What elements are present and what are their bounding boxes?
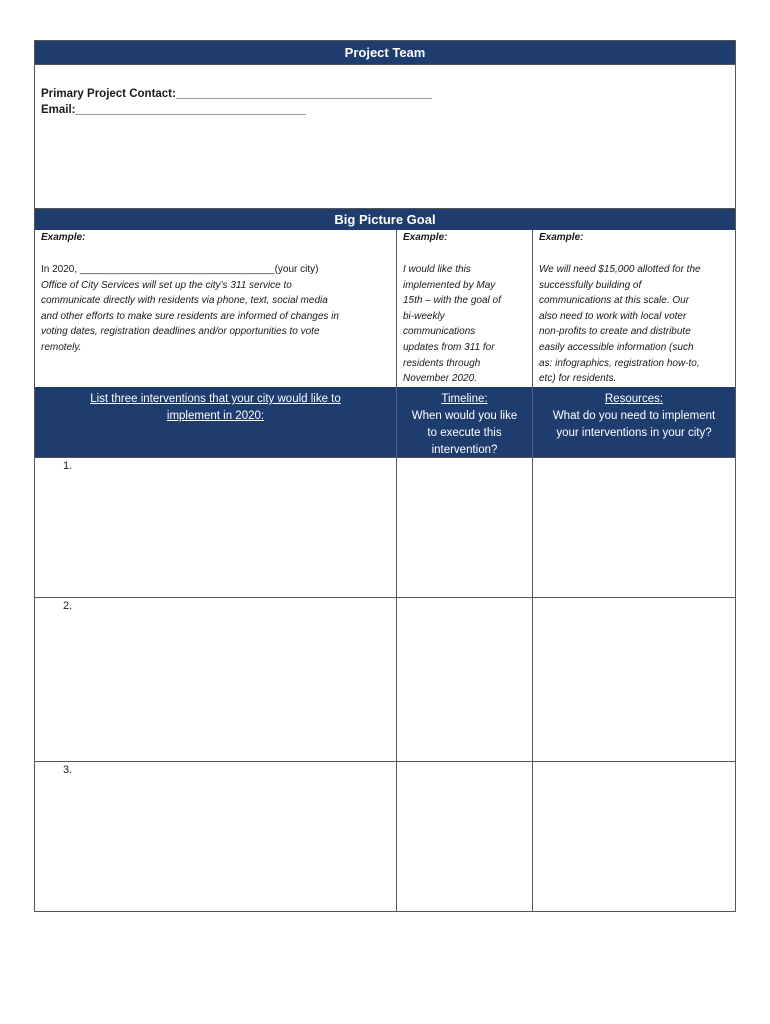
- timeline-1-cell[interactable]: [397, 458, 532, 597]
- resources-3-cell[interactable]: [533, 762, 735, 911]
- project-team-header: Project Team: [35, 41, 735, 65]
- resources-subtitle-line: your interventions in your city?: [556, 427, 712, 439]
- intervention-3-cell[interactable]: [35, 762, 396, 911]
- example-2-line: bi-weekly: [403, 310, 445, 322]
- resources-column-header: [533, 391, 735, 442]
- resources-1-cell[interactable]: [533, 458, 735, 597]
- example-2-line: I would like this: [403, 264, 471, 275]
- example-2-line: November 2020.: [403, 373, 477, 385]
- example-3-line: as: infographics, registration how-to,: [539, 357, 700, 369]
- resources-title: Resources:: [604, 393, 664, 405]
- example-3-line: etc) for residents.: [539, 373, 617, 385]
- intervention-row-number: 1.: [63, 460, 73, 472]
- header-divider-2: [532, 387, 533, 457]
- intervention-1-cell[interactable]: [35, 458, 396, 597]
- timeline-3-cell[interactable]: [397, 762, 532, 911]
- example-label-2: Example:: [403, 232, 448, 243]
- intervention-row-number: 2.: [63, 600, 73, 612]
- interventions-header-line: implement in 2020:: [166, 410, 265, 422]
- big-picture-goal-header: Big Picture Goal: [35, 208, 735, 230]
- example-1-line: In 2020, ___________________________________(your city): [41, 264, 319, 275]
- example-3-line: also need to work with local voter: [539, 310, 687, 322]
- primary-contact-line[interactable]: Primary Project Contact:________________________________________: [41, 88, 432, 100]
- example-text-1: [41, 262, 339, 356]
- intervention-2-cell[interactable]: [35, 598, 396, 761]
- example-3-line: communications at this scale. Our: [539, 295, 690, 307]
- example-2-line: updates from 311 for: [403, 341, 495, 353]
- example-3-line: We will need $15,000 allotted for the: [539, 264, 701, 275]
- example-label-1: Example:: [41, 232, 86, 243]
- intervention-row-number: 3.: [63, 764, 73, 776]
- timeline-2-cell[interactable]: [397, 598, 532, 761]
- example-3-line: easily accessible information (such: [539, 341, 694, 353]
- example-2-line: communications: [403, 326, 476, 338]
- resources-2-cell[interactable]: [533, 598, 735, 761]
- example-1-line: voting dates, registration deadlines and/or opportunities to vote: [41, 326, 320, 338]
- header-divider-1: [396, 387, 397, 457]
- timeline-subtitle-line: intervention?: [431, 444, 498, 456]
- example-3-line: successfully building of: [539, 279, 642, 291]
- email-line[interactable]: Email:____________________________________: [41, 104, 306, 116]
- example-1-line: and other efforts to make sure residents are informed of changes in: [41, 310, 339, 322]
- example-3-line: non-profits to create and distribute: [539, 326, 691, 338]
- interventions-header-line: List three interventions that your city would like to: [90, 393, 341, 405]
- timeline-subtitle-line: to execute this: [427, 427, 502, 439]
- example-2-line: residents through: [403, 357, 481, 369]
- timeline-title: Timeline:: [441, 393, 488, 405]
- example-1-line: communicate directly with residents via phone, text, social media: [41, 295, 328, 307]
- project-worksheet: [34, 40, 736, 912]
- timeline-subtitle-line: When would you like: [411, 410, 518, 422]
- example-label-3: Example:: [539, 232, 584, 243]
- interventions-column-header: [35, 391, 396, 425]
- example-text-2: [403, 262, 501, 387]
- example-text-3: [539, 262, 701, 387]
- example-2-line: implemented by May: [403, 279, 496, 291]
- example-1-line: Office of City Services will set up the city’s 311 service to: [41, 279, 292, 291]
- interventions-header-row: [35, 387, 735, 457]
- resources-subtitle-line: What do you need to implement: [552, 410, 716, 422]
- timeline-column-header: [397, 391, 532, 459]
- example-1-line: remotely.: [41, 341, 82, 353]
- contact-block: [41, 86, 432, 118]
- example-2-line: 15th – with the goal of: [403, 295, 501, 307]
